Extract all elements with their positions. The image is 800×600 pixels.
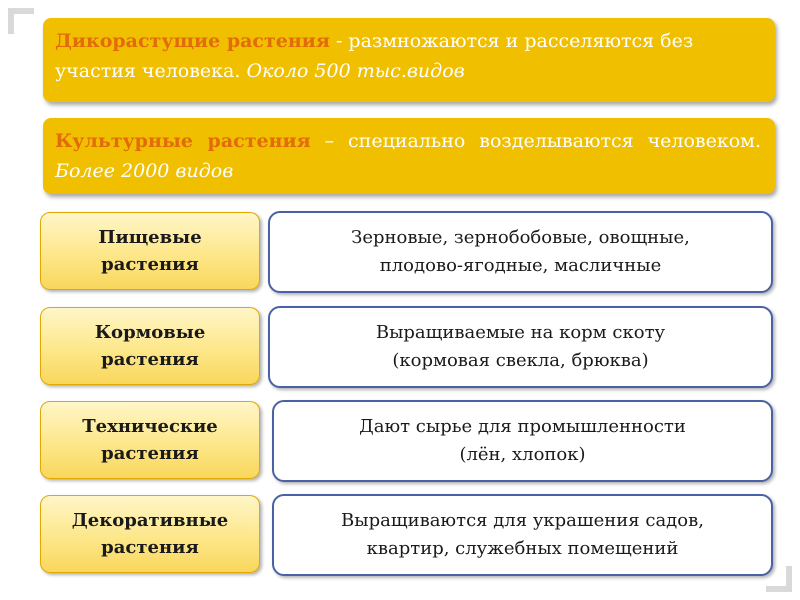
category-label-line1: Декоративные xyxy=(71,510,229,531)
description-fodder-plants xyxy=(268,306,773,388)
category-food-plants xyxy=(40,212,260,290)
banner-text: – специально возделываются человеком. xyxy=(310,130,761,152)
banner-term: Дикорастущие растения xyxy=(55,30,330,52)
category-decorative-plants xyxy=(40,495,260,573)
description-line2: квартир, служебных помещений xyxy=(366,538,679,559)
category-label-line1: Технические xyxy=(82,416,218,437)
description-line2: плодово-ягодные, масличные xyxy=(379,255,662,276)
banner-term: Культурные растения xyxy=(55,130,311,152)
corner-decoration-bottom-right-vertical xyxy=(786,566,792,592)
description-line1: Выращиваемые на корм скоту xyxy=(375,322,666,343)
description-line2: (кормовая свекла, брюква) xyxy=(392,350,649,371)
category-label-line1: Кормовые xyxy=(94,322,206,343)
corner-decoration-top-left-vertical xyxy=(8,8,14,34)
description-line1: Дают сырье для промышленности xyxy=(359,416,686,437)
category-label-line2: растения xyxy=(101,537,199,558)
banner-note: Более 2000 видов xyxy=(55,160,234,182)
description-decorative-plants xyxy=(272,494,773,576)
description-food-plants xyxy=(268,211,773,293)
category-label-line2: растения xyxy=(101,443,199,464)
banner-cultivated-plants xyxy=(43,118,775,194)
description-line1: Выращиваются для украшения садов, xyxy=(341,510,704,531)
banner-note: Около 500 тыс.видов xyxy=(246,60,465,82)
description-line2: (лён, хлопок) xyxy=(459,444,586,465)
description-line1: Зерновые, зернобобовые, овощные, xyxy=(351,227,690,248)
category-label-line2: растения xyxy=(101,349,199,370)
category-label-line1: Пищевые xyxy=(98,227,202,248)
banner-wild-plants xyxy=(43,18,775,102)
banner-text: - размножаются и расселяются без участия человека. xyxy=(55,30,694,82)
category-label-line2: растения xyxy=(101,254,199,275)
category-technical-plants xyxy=(40,401,260,479)
category-fodder-plants xyxy=(40,307,260,385)
description-technical-plants xyxy=(272,400,773,482)
